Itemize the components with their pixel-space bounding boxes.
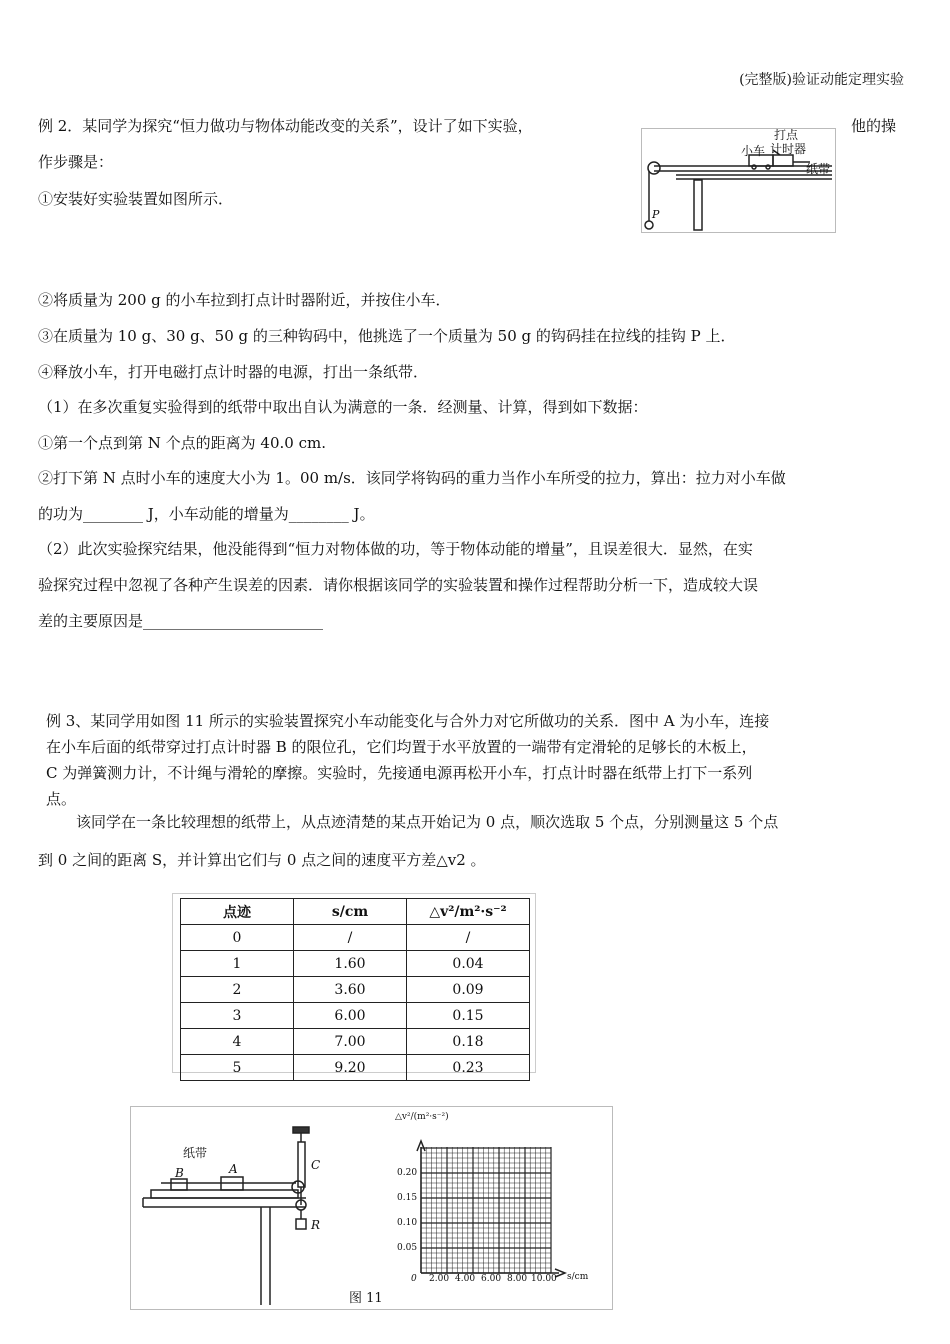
ex2-q1b-line1: ②打下第 N 点时小车的速度大小为 1。00 m/s．该同学将钩码的重力当作小车所受的拉力，算出：拉力对小车做 — [38, 469, 786, 487]
ex3-label-b: B — [175, 1166, 184, 1180]
ex2-step3: ③在质量为 10 g、30 g、50 g 的三种钩码中，他挑选了一个质量为 50 g 的钩码挂在拉线的挂钩 P 上． — [38, 327, 736, 345]
table-cell: 9.20 — [294, 1055, 407, 1081]
ex3-p1-line4: 点。 — [46, 790, 77, 808]
ex3-figure-11 — [130, 1106, 613, 1310]
table-cell: 5 — [181, 1055, 294, 1081]
table-cell: 4 — [181, 1029, 294, 1055]
ex3-graph-origin: 0 — [411, 1274, 417, 1284]
ex3-graph-x-tick: 8.00 — [507, 1274, 528, 1284]
table-cell: 0 — [181, 925, 294, 951]
table-cell: 0.09 — [407, 977, 530, 1003]
table-cell: 1 — [181, 951, 294, 977]
ex3-graph-x-tick: 2.00 — [429, 1274, 450, 1284]
ex3-p2-line1: 该同学在一条比较理想的纸带上，从点迹清楚的某点开始记为 0 点，顺次选取 5 个点，分别测量这 5 个点 — [76, 813, 779, 831]
ex3-figure-caption: 图 11 — [349, 1291, 383, 1306]
ex2-step1: ①安装好实验装置如图所示． — [38, 190, 234, 208]
ex3-graph-y-tick: 0.10 — [397, 1218, 418, 1228]
table-header: △v²/m²·s⁻² — [407, 899, 530, 925]
ex3-p1-line3: C 为弹簧测力计，不计绳与滑轮的摩擦。实验时，先接通电源再松开小车，打点计时器在纸带上打下一系列 — [46, 764, 753, 782]
table-cell: 0.04 — [407, 951, 530, 977]
table-cell: 2 — [181, 977, 294, 1003]
table-row — [181, 1029, 530, 1055]
ex2-apparatus-figure — [641, 128, 836, 233]
ex3-graph-y-tick: 0.05 — [397, 1243, 418, 1253]
table-cell: / — [407, 925, 530, 951]
ex3-graph-y-tick: 0.15 — [397, 1193, 418, 1203]
ex2-line1-right: 他的操 — [851, 117, 897, 135]
ex2-label-timer1: 打点 — [774, 128, 799, 142]
ex2-step4: ④释放小车，打开电磁打点计时器的电源，打出一条纸带． — [38, 363, 429, 381]
ex2-apparatus-drawing — [642, 129, 835, 232]
table-row — [181, 925, 530, 951]
ex3-p2-line2: 到 0 之间的距离 S，并计算出它们与 0 点之间的速度平方差△v2 。 — [38, 851, 486, 869]
ex2-label-car: 小车 — [741, 144, 766, 158]
table-header: s/cm — [294, 899, 407, 925]
ex3-label-r: R — [311, 1218, 321, 1232]
table-header: 点迹 — [181, 899, 294, 925]
ex2-label-timer2: 计时器 — [770, 142, 807, 156]
table-row — [181, 1003, 530, 1029]
ex2-label-tape: 纸带 — [806, 162, 831, 176]
ex3-p1-line2: 在小车后面的纸带穿过打点计时器 B 的限位孔，它们均置于水平放置的一端带有定滑轮的足够长的木板上， — [46, 738, 757, 756]
ex2-q1a: ①第一个点到第 N 个点的距离为 40.0 cm. — [38, 434, 326, 452]
table-cell: 1.60 — [294, 951, 407, 977]
ex2-line1: 例 2．某同学为探究“恒力做功与物体动能改变的关系”，设计了如下实验， — [38, 117, 533, 135]
ex3-graph-grid — [421, 1147, 551, 1273]
ex3-graph-y-axis-label: △v²/(m²·s⁻²) — [395, 1112, 449, 1122]
table-row — [181, 1055, 530, 1081]
table-cell: / — [294, 925, 407, 951]
table-cell: 6.00 — [294, 1003, 407, 1029]
ex2-step2: ②将质量为 200 g 的小车拉到打点计时器附近，并按住小车． — [38, 291, 451, 309]
ex3-graph-x-tick: 6.00 — [481, 1274, 502, 1284]
table-row — [181, 951, 530, 977]
ex2-q2-line2: 验探究过程中忽视了各种产生误差的因素．请你根据该同学的实验装置和操作过程帮助分析一下，造成较大误 — [38, 576, 759, 594]
table-cell: 0.18 — [407, 1029, 530, 1055]
ex3-graph-x-tick: 10.00 — [531, 1274, 557, 1284]
ex2-q2-line1: （2）此次实验探究结果，他没能得到“恒力对物体做的功，等于物体动能的增量”，且误差很大．显然，在实 — [38, 540, 753, 558]
table-row — [181, 977, 530, 1003]
table-cell: 3.60 — [294, 977, 407, 1003]
ex2-label-hook: P — [652, 208, 660, 221]
ex3-label-a: A — [229, 1162, 238, 1176]
table-cell: 0.23 — [407, 1055, 530, 1081]
ex3-label-c: C — [311, 1158, 321, 1172]
table-cell: 3 — [181, 1003, 294, 1029]
ex3-data-table — [180, 898, 530, 1081]
ex2-q1: （1）在多次重复实验得到的纸带中取出自认为满意的一条．经测量、计算，得到如下数据： — [38, 398, 648, 416]
ex3-p1-line1: 例 3、某同学用如图 11 所示的实验装置探究小车动能变化与合外力对它所做功的关系．图中 A 为小车，连接 — [46, 712, 770, 730]
table-cell: 7.00 — [294, 1029, 407, 1055]
ex3-graph-x-tick: 4.00 — [455, 1274, 476, 1284]
document-header: (完整版)验证动能定理实验 — [739, 72, 904, 88]
ex2-q1b-line2: 的功为________ J，小车动能的增量为________ J。 — [38, 505, 375, 523]
table-cell: 0.15 — [407, 1003, 530, 1029]
ex3-graph-y-tick: 0.20 — [397, 1168, 418, 1178]
ex2-line2: 作步骤是： — [38, 153, 114, 171]
ex2-q2-line3: 差的主要原因是________________________ — [38, 612, 324, 630]
table-header-row — [181, 899, 530, 925]
ex3-label-tape: 纸带 — [183, 1146, 208, 1160]
ex3-graph-x-axis-label: s/cm — [567, 1272, 589, 1282]
